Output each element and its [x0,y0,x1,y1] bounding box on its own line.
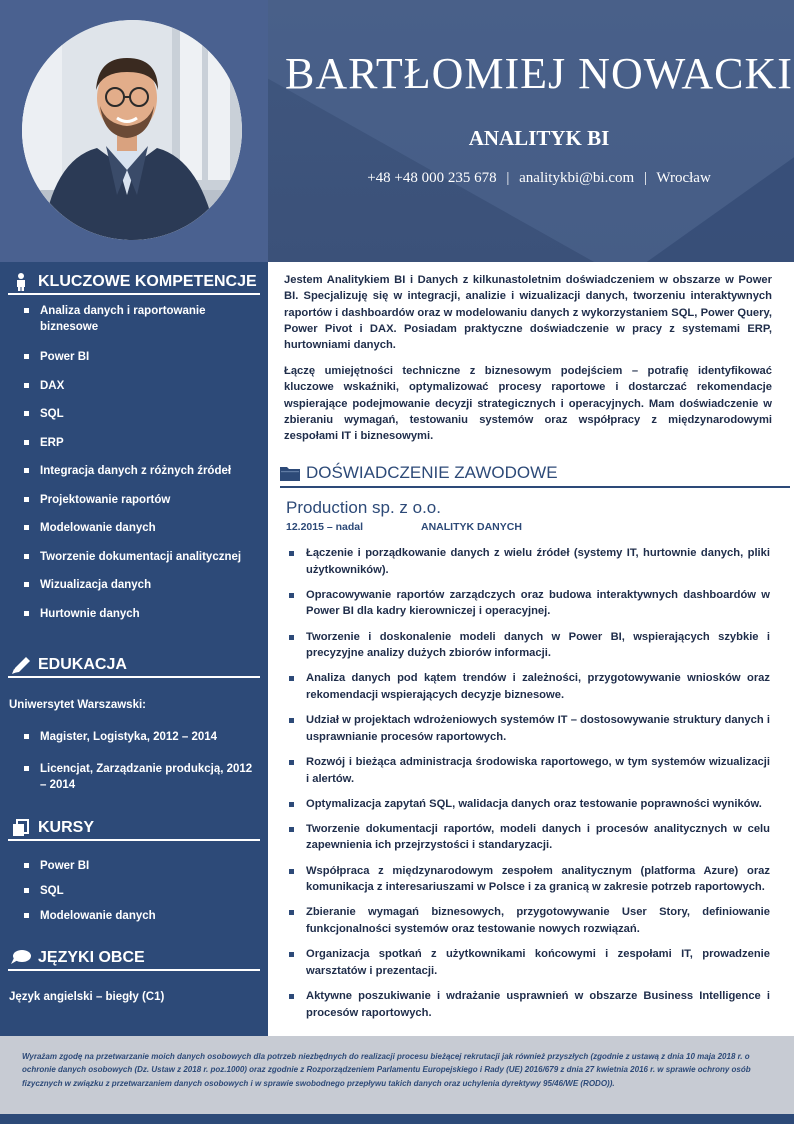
profile-photo-illustration [22,20,242,240]
list-item: Power BI [0,349,268,365]
summary-paragraph-2: Łączę umiejętności techniczne z biznesowym podejściem – potrafię identyfikować kluczowe wskaźniki, optymalizować procesy raportowe i dostarczać rekomendacje wspierające podejmowanie decyzji strategicznych i operacyjnych. Mam doświadczenie w zbieraniu wymagań, testowaniu systemów oraz współpracy z międzynarodowymi zespołami IT i biznesowymi. [284,365,772,443]
list-item: Tworzenie dokumentacji raportów, modeli danych i procesów analitycznych w celu zapewnienia ich przejrzystości i standaryzacji. [286,821,770,854]
list-item: Aktywne poszukiwanie i wdrażanie usprawnień w obszarze Business Intelligence i procesów raportowych. [286,988,770,1021]
experience-title: DOŚWIADCZENIE ZAWODOWE [306,463,558,482]
list-item: Integracja danych z różnych źródeł [0,463,268,479]
job-dates: 12.2015 – nadal [286,521,364,533]
list-item: Udział w projektach wdrożeniowych systemów IT – dostosowywanie struktury danych i usprawnianie procesów raportowych. [286,712,770,745]
list-item: Tworzenie dokumentacji analitycznej [0,549,268,565]
list-item: Optymalizacja zapytań SQL, walidacja danych oraz testowanie poprawności wyników. [286,796,770,813]
education-list [0,729,268,793]
list-item: SQL [0,883,268,899]
list-item: Magister, Logistyka, 2012 – 2014 [0,729,268,745]
phone-number: +48 +48 000 235 678 [367,170,497,186]
list-item: DAX [0,378,268,394]
list-item: Projektowanie raportów [0,492,268,508]
education-school: Uniwersytet Warszawski: [9,699,146,711]
duties-list [286,545,770,1030]
list-item: Modelowanie danych [0,520,268,536]
footer [0,1036,794,1114]
languages-heading [8,947,260,971]
bottom-bar [0,1114,794,1124]
list-item: Zbieranie wymagań biznesowych, przygotowywanie User Story, definiowanie funkcjonalności systemów oraz testowanie nowych rozwiązań. [286,904,770,937]
folder-icon [280,465,300,481]
competences-heading [8,271,260,295]
list-item: ERP [0,435,268,451]
list-item: SQL [0,406,268,422]
contact-separator: | [506,170,510,186]
competences-list [0,303,268,622]
experience-heading [280,460,790,488]
pen-icon [8,655,34,675]
education-title: EDUKACJA [38,656,127,673]
list-item: Hurtownie danych [0,606,268,622]
list-item: Łączenie i porządkowanie danych z wielu źródeł (systemy IT, hurtownie danych, pliki użytkowników). [286,545,770,578]
email-address: analitykbi@bi.com [519,170,635,186]
education-heading [8,654,260,678]
person-icon [8,272,34,292]
courses-list [0,858,268,924]
list-item: Analiza danych pod kątem trendów i zależności, przygotowywanie wniosków oraz rekomendacji wspierających decyzje biznesowe. [286,670,770,703]
courses-title: KURSY [38,819,95,836]
company-name: Production sp. z o.o. [286,498,441,517]
copy-icon [8,818,34,838]
list-item: Licencjat, Zarządzanie produkcją, 2012 – 2014 [0,761,268,793]
job-title: ANALITYK DANYCH [421,521,522,533]
list-item: Organizacja spotkań z użytkownikami końcowymi i zespołami IT, prowadzenie warsztatów i prezentacji. [286,946,770,979]
profile-photo [22,20,242,240]
list-item: Tworzenie i doskonalenie modeli danych w Power BI, wspierających szybkie i precyzyjne analizy dużych zbiorów informacji. [286,629,770,662]
candidate-name: BARTŁOMIEJ NOWACKI [285,49,793,98]
languages-title: JĘZYKI OBCE [38,949,145,966]
list-item: Power BI [0,858,268,874]
list-item: Rozwój i bieżąca administracja środowiska raportowego, w tym systemów wizualizacji i alertów. [286,754,770,787]
list-item: Opracowywanie raportów zarządczych oraz budowa interaktywnych dashboardów w Power BI dla kadry kierowniczej i operacyjnej. [286,587,770,620]
list-item: Współpraca z międzynarodowym zespołem analitycznym (platforma Azure) oraz komunikacja z interesariuszami w Polsce i za granicą w zakresie potrzeb raportowych. [286,863,770,896]
city: Wrocław [656,170,711,186]
candidate-role: ANALITYK BI [468,126,610,150]
list-item: Wizualizacja danych [0,577,268,593]
competences-title: KLUCZOWE KOMPETENCJE [38,273,257,290]
courses-heading [8,817,260,841]
contact-line [284,170,794,187]
gdpr-consent: Wyrażam zgodę na przetwarzanie moich danych osobowych dla potrzeb niezbędnych do realizacji procesu bieżącej rekrutacji jak również przyszłych (zgodnie z ustawą z dnia 10 maja 2018 r. o ochronie danych osobowych (Dz. Ustaw z 2018 r. poz.1000) oraz zgodnie z Rozporządzeniem Parlamentu Europejskiego i Rady (UE) 2016/679 z dnia 27 kwietnia 2016 r. w sprawie ochrony osób fizycznych w związku z przetwarzaniem danych osobowych i w sprawie swobodnego przepływu takich danych oraz uchylenia dyrektywy 95/46/WE (RODO)). [22,1052,751,1088]
list-item: Analiza danych i raportowanie biznesowe [0,303,268,335]
contact-separator: | [643,170,647,186]
summary-paragraph-1: Jestem Analitykiem BI i Danych z kilkunastoletnim doświadczeniem w obszarze w Power BI. Specjalizuję się w integracji, analizie i wizualizacji danych, tworzeniu interaktywnych raportów i dashboardów oraz w modelowaniu danych z wykorzystaniem SQL, Power Query, Power Pivot i DAX. Posiadam praktyczne doświadczenie w pracy z systemami ERP, hurtowniami danych. [284,274,772,352]
language-entry: Język angielski – biegły (C1) [9,991,165,1003]
speech-icon [8,948,34,968]
list-item: Modelowanie danych [0,908,268,924]
